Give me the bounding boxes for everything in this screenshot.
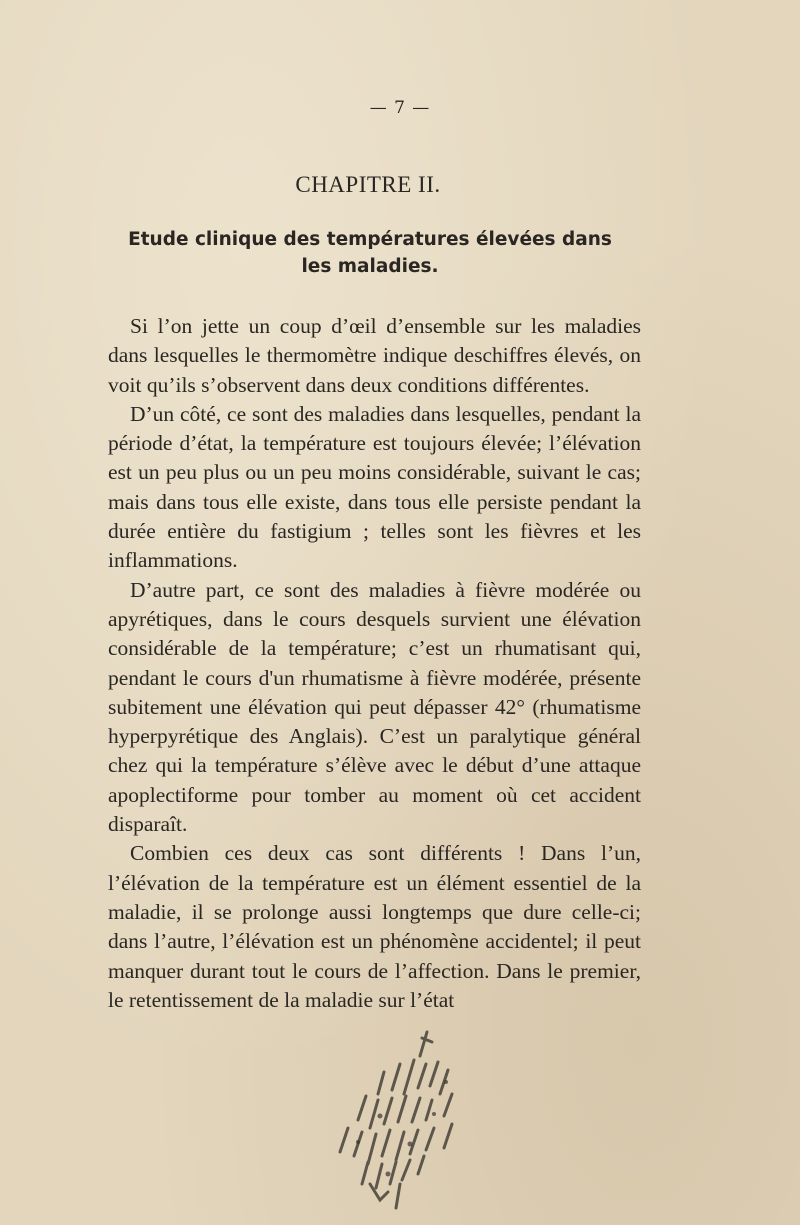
page-number: — 7 —: [369, 98, 431, 118]
ink-stamp-icon: [322, 1024, 492, 1214]
section-heading: Etude clinique des températures élevées dans les maladies.: [128, 229, 612, 277]
paragraph-4: Combien ces deux cas sont différents ! Dans l’un, l’élévation de la température est un élément essentiel de la maladie, il se prolonge aussi longtemps que dure celle-ci; dans l’autre, l’élévation est un phénomène accidentel; il peut manquer durant tout le cours de l’affection. Dans le premier, le retentissement de la maladie sur l’état: [108, 841, 641, 1012]
paragraph-1: Si l’on jette un coup d’œil d’ensemble sur les maladies dans lesquelles le thermomètre indique deschiffres élevés, on voit qu’ils s’observent dans deux conditions différentes.: [108, 314, 641, 397]
body-text: [108, 312, 641, 1015]
chapter-title: CHAPITRE II.: [295, 172, 441, 197]
paragraph-2: D’un côté, ce sont des maladies dans lesquelles, pendant la période d’état, la température est toujours élevée; l’élévation est un peu plus ou un peu moins considérable, suivant le cas; mais dans tous elle existe, dans tous elle persiste pendant la durée entière du fastigium ; telles sont les fièvres et les inflammations.: [108, 401, 641, 573]
paragraph-3: D’autre part, ce sont des maladies à fièvre modérée ou apyrétiques, dans le cours desquels survient une élévation considérable de la température; c’est un rhumatisant qui, pendant le cours d'un rhumatisme à fièvre modérée, présente subitement une élévation qui peut dépasser 42° (rhumatisme hyperpyrétique des Anglais). C’est un paralytique général chez qui la température s’élève avec le début d’une attaque apoplectiforme pour tomber au moment où cet accident disparaît.: [108, 577, 641, 837]
